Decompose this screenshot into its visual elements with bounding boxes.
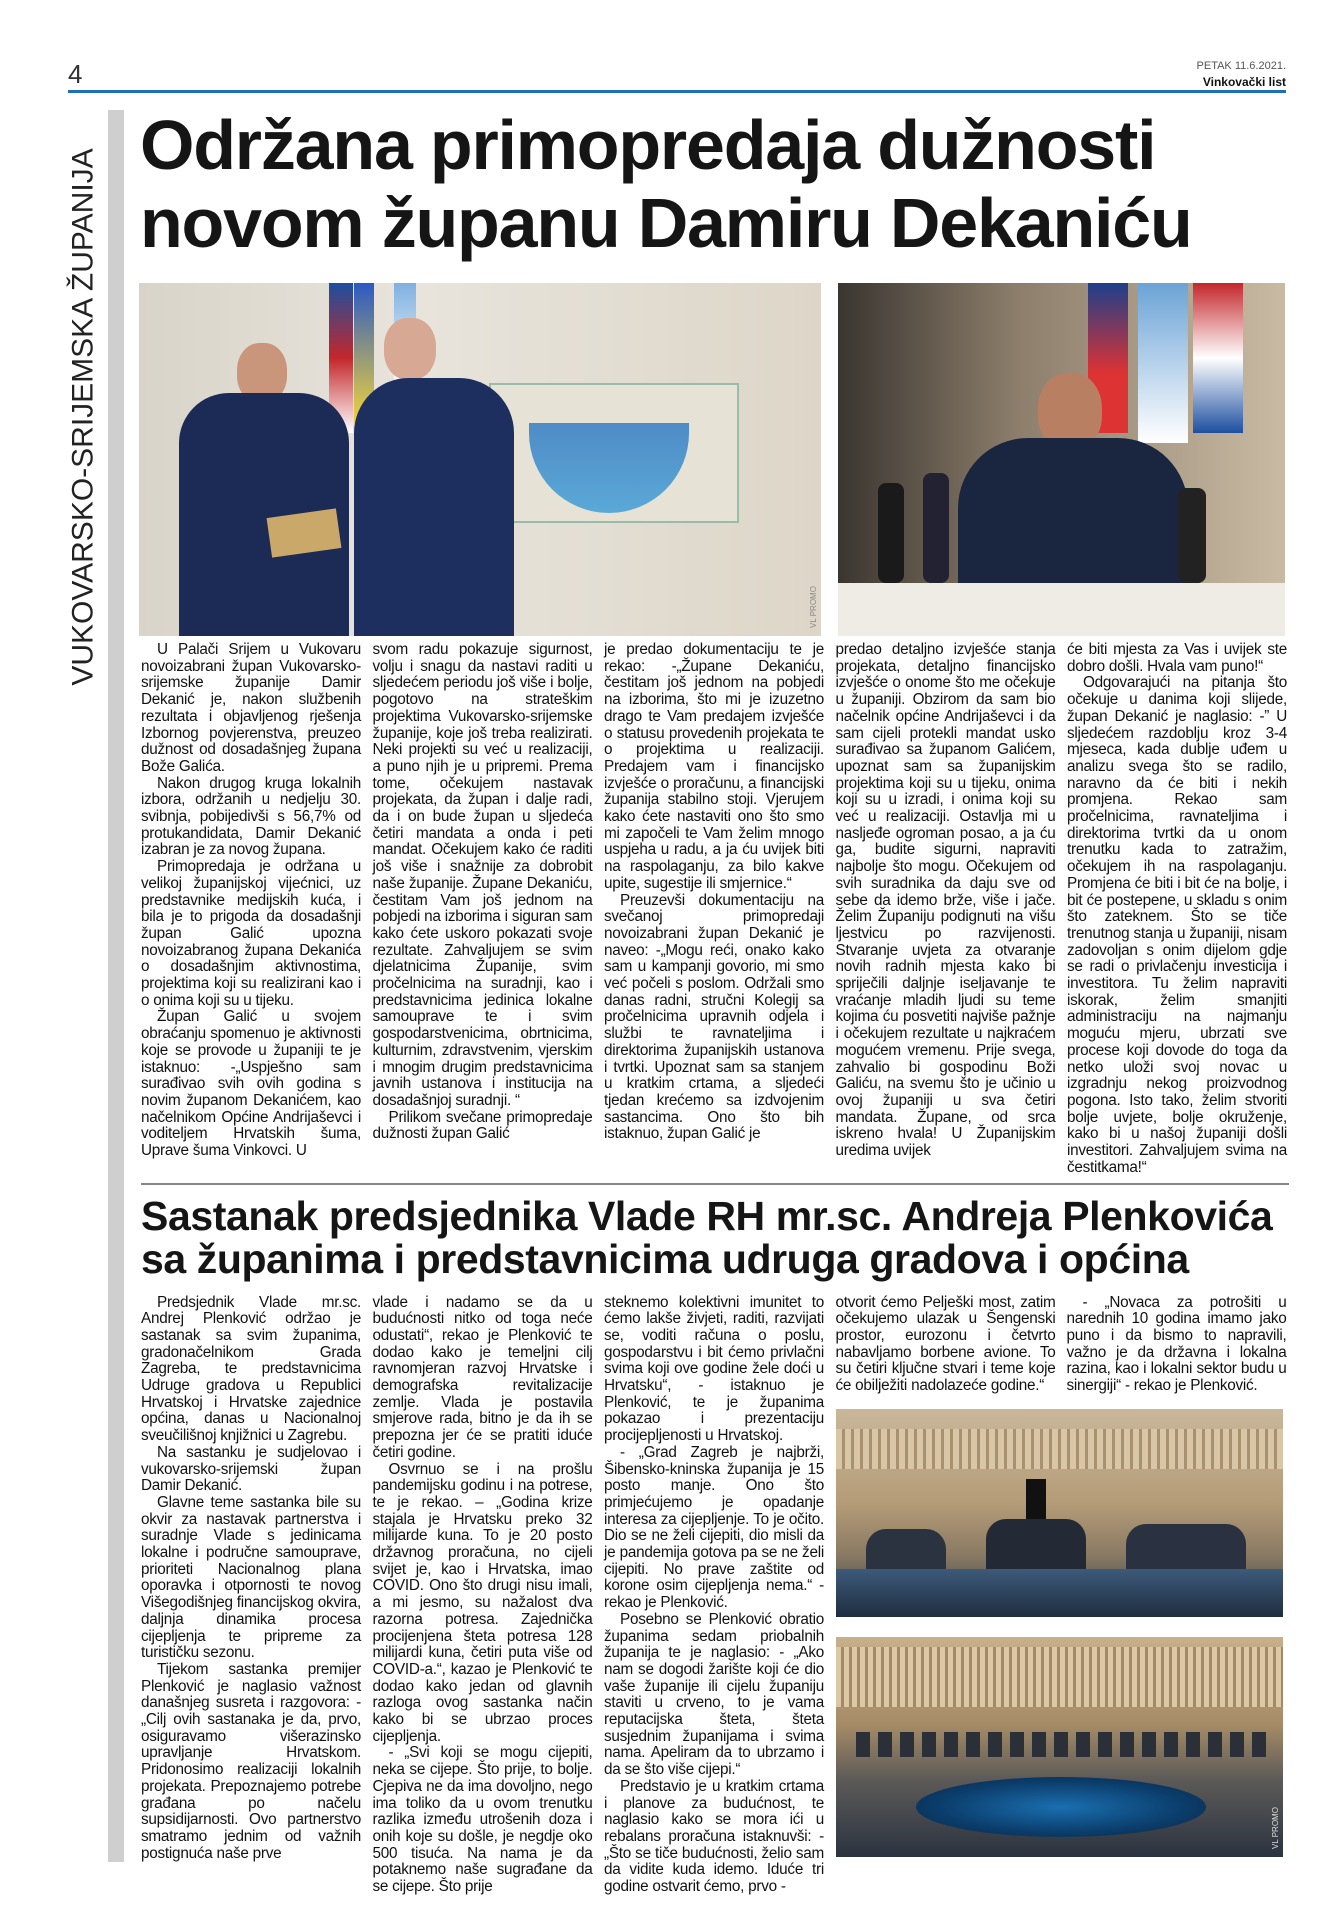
paragraph: predao detaljno izvješće stanja projekata, detaljno financijsko izvješće o onome što me očekuje u županiji. Obzirom da sam bio načelnik općine Andrijaševci i da sam cijeli protekli mandat usko surađivao sa županom Galićem, upoznat sam sa županijskim projektima koji su u tijeku, onima koji su u izradi, i onima koji su već u realizaciji. Ostavlja mi u nasljeđe ogroman posao, a ja ću ga, budite sigurni, napraviti najbolje što mogu. Očekujem od svih suradnika da daju sve od sebe da idemo brže, više i jače. Želim Županiju podignuti na višu ljestvicu po razvijenosti. Stvaranje uvjeta za otvaranje novih radnih mjesta kako bi spriječili daljnje iseljavanje te vraćanje mladih ljudi su teme kojima ću posvetiti najviše pažnje i očekujem rezultate u najkraćem mogućem vremenu. Prije svega, zahvalio bi gospodinu Boži Galiću, na svemu što je učinio u ovoj županiji u sva četiri mandata. Župane, od srca iskreno hvala! U Županijskim uredima uvijek bbox=[835, 641, 1056, 1160]
article-divider bbox=[141, 1183, 1289, 1185]
paragraph: - „Svi koji se mogu cijepiti, neka se cijepe. Što prije, to bolje. Cjepiva ne da ima dovoljno, nego ima toliko da u ovom trenutku razlika između utrošenih doza i onih koje su došle, je negdje oko 500 tisuća. Na nama je da potaknemo naše sugrađane da se cijepe. Što prije bbox=[372, 1744, 593, 1896]
paragraph: otvorit ćemo Pelješki most, zatim očekujemo ulazak u Šengenski prostor, eurozonu i četvrto nabavljamo borbene avione. To su četiri ključne stvari i teme koje će obilježiti nadolazeće godine.“ bbox=[835, 1293, 1056, 1395]
text-column bbox=[141, 1295, 361, 1896]
paragraph: Glavne teme sastanka bile su okvir za nastavak partnerstva i suradnje Vlade s jedinicama lokalne i područne samouprave, prioriteti Nacionalnog plana oporavka i otpornosti te novog Višegodišnjeg financijskog okvira, daljnja dinamika procesa cijepljenja te pripreme za turističku sezonu. bbox=[141, 1493, 361, 1662]
text-column bbox=[1067, 642, 1287, 1177]
paragraph: steknemo kolektivni imunitet to ćemo lakše živjeti, raditi, razvijati se, voditi računa o poslu, gospodarstvu i bit ćemo privlačni svima koji ove godine žele doći u Hrvatsku“, - istaknuo je Plenković, te je županima pokazao i prezentaciju procijepljenosti u Hrvatskoj. bbox=[604, 1293, 824, 1445]
text-column bbox=[836, 642, 1056, 1177]
paragraph: će biti mjesta za Vas i uvijek ste dobro došli. Hvala vam puno!“ bbox=[1067, 641, 1287, 675]
text-column bbox=[604, 1295, 824, 1896]
section-bar bbox=[108, 110, 124, 1862]
photo-meeting-hall bbox=[836, 1409, 1283, 1617]
headline-line: novom županu Damiru Dekaniću bbox=[140, 184, 1192, 262]
headline-line: Sastanak predsjednika Vlade RH mr.sc. Andreja Plenkovića bbox=[141, 1192, 1273, 1239]
text-column bbox=[836, 1295, 1056, 1395]
paragraph: Tijekom sastanka premijer Plenković je naglasio važnost današnjeg susreta i razgovora: - „Cilj ovih sastanaka je da, prvo, osiguravamo višerazinsko upravljanje Hrvatskom. Pridonosimo realizaciji lokalnih projekata. Prepoznajemo potrebe građana po načelu supsidijarnosti. Ovo partnerstvo smatramo jednim od važnih postignuća naše prve bbox=[141, 1660, 361, 1862]
header-rule bbox=[68, 90, 1286, 93]
paragraph: U Palači Srijem u Vukovaru novoizabrani župan Vukovarsko-srijemske županije Damir Dekanić je, nakon službenih rezultata i objavljenog rješenja Izbornog povjerenstva, preuzeo dužnost od dosadašnjeg župana Bože Galića. bbox=[141, 641, 361, 775]
text-column bbox=[604, 642, 824, 1177]
text-column bbox=[141, 642, 361, 1177]
article2-headline bbox=[141, 1192, 1291, 1282]
headline-line: sa županima i predstavnicima udruga gradova i općina bbox=[141, 1235, 1189, 1282]
photo-handover bbox=[139, 283, 821, 636]
page-body bbox=[141, 642, 1291, 1896]
page-number: 4 bbox=[68, 59, 83, 89]
photo-credit: VL PROMO bbox=[1270, 1806, 1280, 1849]
text-column bbox=[373, 642, 593, 1177]
text-column bbox=[1067, 1295, 1287, 1395]
paragraph: svom radu pokazuje sigurnost, volju i snagu da nastavi raditi u sljedećem periodu još više i bolje, pogotovo na strateškim projektima Vukovarsko-srijemske županije, koje još treba realizirati. Neki projekti su već u realizaciji, a puno njih je u pripremi. Prema tome, očekujem nastavak projekata, da župan i dalje radi, da i on bude župan u sljedeća četiri mandata a onda i peti mandat. Očekujem kako će raditi još više i snažnije za dobrobit naše županije. Župane Dekaniću, čestitam Vam još jednom na pobjedi na izborima i siguran sam kako ćete uskoro pokazati svoje rezultate. Zahvaljujem se svim djelatnicima Županije, svim pročelnicima na suradnji, kao i predstavnicima jedinica lokalne samouprave te i svim gospodarstvenicima, obrtnicima, kulturnim, zdravstvenim, vjerskim i mnogim drugim predstavnicima javnih ustanova i institucija na dosadašnjoj suradnji. “ bbox=[372, 641, 593, 1109]
paragraph: - „Novaca za potrošiti u narednih 10 godina imamo jako puno i da bismo to napravili, važno je da državna i lokalna razina, kao i lokalni sektor budu u sinergiji“ - rekao je Plenković. bbox=[1066, 1293, 1287, 1395]
photo-credit: VL PROMO bbox=[809, 586, 818, 628]
issue-date: PETAK 11.6.2021. bbox=[1196, 60, 1286, 72]
paragraph: Predsjednik Vlade mr.sc. Andrej Plenković održao je sastanak sa svim županima, gradonačelnikom Grada Zagreba, te predstavnicima Udruge gradova u Republici Hrvatskoj i Hrvatske zajednice općina, danas u Nacionalnoj sveučilišnoj knjižnici u Zagrebu. bbox=[141, 1293, 361, 1445]
article1-headline bbox=[140, 106, 1290, 262]
photo-meeting-room bbox=[836, 1637, 1283, 1857]
section-label-text: VUKOVARSKO-SRIJEMSKA ŽUPANIJA bbox=[67, 148, 100, 686]
photo-new-prefect bbox=[838, 283, 1285, 636]
article1-body bbox=[141, 642, 1291, 1177]
paragraph: Na sastanku je sudjelovao i vukovarsko-srijemski župan Damir Dekanić. bbox=[141, 1443, 361, 1495]
text-column bbox=[373, 1295, 593, 1896]
paragraph: vlade i nadamo se da u budućnosti nitko od toga neće odustati“, rekao je Plenković te dodao kako je temeljni cilj ravnomjeran razvoj Hrvatske i demografska revitalizacije zemlje. Vlada je postavila smjerove rada, bitno je da ih se prepozna jer će se pratiti iduće četiri godine. bbox=[372, 1293, 593, 1461]
headline-line: Održana primopredaja dužnosti bbox=[140, 106, 1156, 184]
paragraph: Osvrnuo se i na prošlu pandemijsku godinu i na potrese, te je rekao. – „Godina krize stajala je Hrvatsku preko 32 milijarde kuna. To je 20 posto državnog proračuna, no cijeli svijet je, kao i Hrvatska, imao COVID. Ono što drugi nisu imali, a mi jesmo, su nažalost dva razorna potresa. Zajednička procijenjena šteta potresa 128 milijardi kuna, četiri puta više od COVID-a.“, kazao je Plenković te dodao kako jedan od glavnih razloga ovog sastanka način kako bi se ubrzao proces cijepljenja. bbox=[372, 1460, 593, 1745]
paragraph: Župan Galić u svojem obraćanju spomenuo je aktivnosti koje se provode u županiji te je istaknuo: -„Uspješno sam surađivao svih ovih godina s novim županom Dekanićem, kao načelnikom Općine Andrijaševci i voditeljem Hrvatskih šuma, Uprave šuma Vinkovci. U bbox=[141, 1008, 361, 1160]
article2-body bbox=[141, 1295, 1291, 1896]
section-label bbox=[62, 112, 106, 722]
paragraph: Primopredaja je održana u velikoj županijskoj vijećnici, uz predstavnike medijskih kuća, i bila je to prigoda da dosadašnji župan Galić upozna novoizabranog župana Dekanića o dosadašnjim aktivnostima, projektima koji su realizirani kao i o onima koji su u tijeku. bbox=[141, 858, 361, 1009]
paragraph: Nakon drugog kruga lokalnih izbora, održanih u nedjelju 30. svibnja, pobijedivši s 56,7% od protukandidata, Damir Dekanić izabran je za novog župana. bbox=[141, 774, 361, 859]
paragraph: Odgovarajući na pitanja što očekuje u danima koji slijede, župan Dekanić je naglasio: -” U sljedećem razdoblju kroz 3-4 mjeseca, kada dublje uđem u analizu svega što se radilo, naravno da će biti i nekih promjena. Rekao sam pročelnicima, ravnateljima i direktorima tvrtki da u onom trenutku kada to zatražim, očekujem ih na raspolaganju. Promjena će biti i bit će na bolje, i bit će postepene, u skladu s onim što zateknem. Što se tiče trenutnog stanja u županiji, nisam zadovoljan s onim dijelom gdje se radi o privlačenju investicija i investitora. Tu želim napraviti iskorak, želim smanjiti administraciju na najmanju moguću mjeru, ubrzati sve procese koji dovode do toga da netko uloži svoj novac u izgradnju nekog proizvodnog pogona. Isto tako, želim stvoriti bolje uvjete, bolje okruženje, kako bi u našoj županiji došli investitori. Zahvaljujem svima na čestitkama!“ bbox=[1067, 674, 1287, 1176]
right-block bbox=[836, 1295, 1287, 1896]
paragraph: Prilikom svečane primopredaje dužnosti župan Galić bbox=[372, 1108, 593, 1143]
paragraph: Predstavio je u kratkim crtama i planove za budućnost, te naglasio kako se mora ići u rebalans proračuna istaknuvši: - „Što se tiče budućnosti, želio sam da vidite kuda idemo. Iduće tri godine ostvarit ćemo, prvo - bbox=[604, 1777, 824, 1896]
publication-name: Vinkovački list bbox=[1202, 75, 1286, 89]
paragraph: Preuzevši dokumentaciju na svečanoj primopredaji novoizabrani župan Dekanić je naveo: -„Mogu reći, onako kako sam u kampanji govorio, mi smo već počeli s poslom. Održali smo danas radni, stručni Kolegij sa pročelnicima upravnih odjela i službi te ravnateljima i direktorima županijskih ustanova i tvrtki. Upoznat sam sa stanjem u kratkim crtama, a sljedeći tjedan krećemo sa izdvojenim sastancima. Ono što bih istaknuo, župan Galić je bbox=[604, 891, 824, 1143]
paragraph: Posebno se Plenković obratio županima sedam priobalnih županija te je naglasio: - „Ako nam se dogodi žarište koji će dio vaše županije ili cijelu županiju staviti u crveno, to je vama reputacijska šteta, šteta susjednim županijama i svima nama. Apeliram da to ubrzamo i da se što više cijepi.“ bbox=[604, 1610, 824, 1779]
paragraph: je predao dokumentaciju te je rekao: -„Župane Dekaniću, čestitam još jednom na pobjedi na izborima, što mi je izuzetno drago te Vam predajem izvješće o statusu provedenih projekata te o projektima u realizaciji. Predajem vam i financijsko izvješće o proračunu, a financijski županija stabilno stoji. Vjerujem kako ćete nastaviti ono što smo mi započeli te Vam želim mnogo uspjeha u radu, a ja ću uvijek biti na raspolaganju, za bilo kakve upite, sugestije ili smjernice.“ bbox=[604, 641, 824, 892]
paragraph: - „Grad Zagreb je najbrži, Šibensko-kninska županija je 15 posto manje. Ono što primjećujemo je opadanje interesa za cijepljenje. To je očito. Dio se ne želi cijepiti, dio misli da je pandemija gotova pa se ne želi cijepiti. No prave zaštite od korone osim cijepljenja nema.“ - rekao je Plenković. bbox=[604, 1443, 824, 1612]
